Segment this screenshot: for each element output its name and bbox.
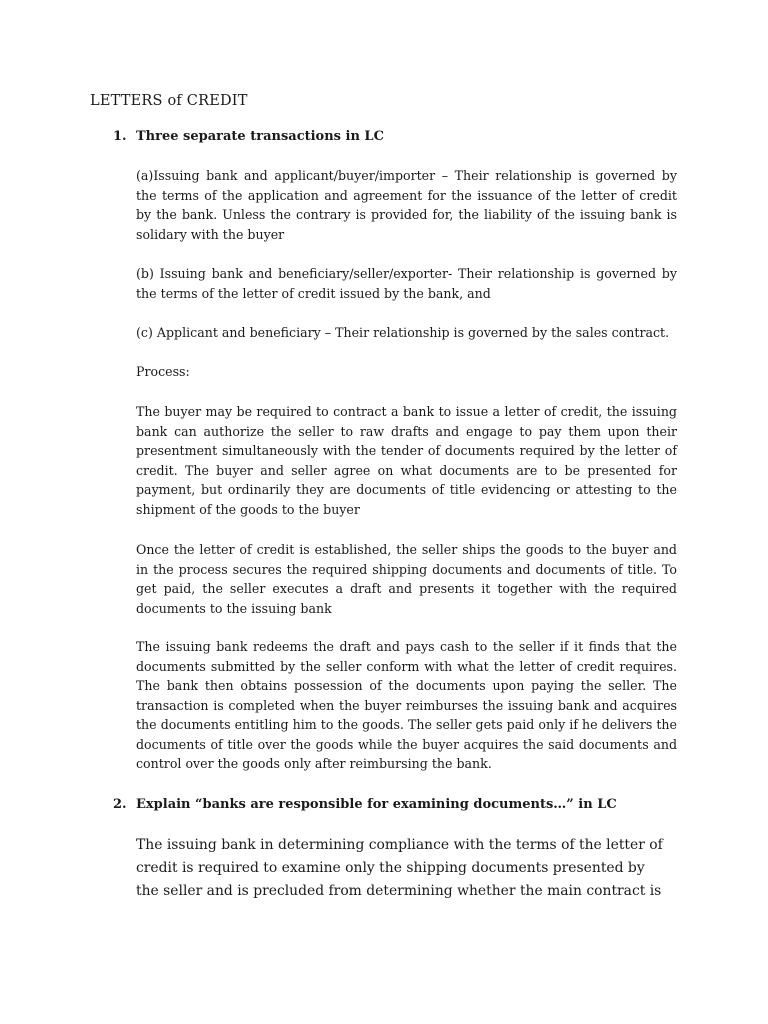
paragraph-a: (a)Issuing bank and applicant/buyer/importer – Their relationship is governed by the terms of the application and agreement for the issuance of the letter of credit by the bank. Unless the contrary is provided for, the liability of the issuing bank is solidary with the buyer xyxy=(136,168,677,242)
paragraph-c: (c) Applicant and beneficiary – Their relationship is governed by the sales contract. xyxy=(136,325,670,340)
process-label: Process: xyxy=(136,364,190,379)
section-1-number: 1. xyxy=(113,129,127,144)
process-paragraph-1: The buyer may be required to contract a bank to issue a letter of credit, the issuing bank can authorize the seller to raw drafts and engage to pay them upon their presentment simultaneously with the tender of documents required by the letter of credit. The buyer and seller agree on what documents are to be presented for payment, but ordinarily they are documents of title evidencing or attesting to the shipment of the goods to the buyer xyxy=(136,404,677,517)
section-2-number: 2. xyxy=(113,797,127,812)
section-1-heading xyxy=(113,129,384,144)
process-paragraph-2: Once the letter of credit is established, the seller ships the goods to the buyer and in the process secures the required shipping documents and documents of title. To get paid, the seller executes a draft and presents it together with the required documents to the issuing bank xyxy=(136,542,677,616)
section-2-paragraph: The issuing bank in determining compliance with the terms of the letter of credit is required to examine only the shipping documents presented by the seller and is precluded from determining whether the main contract is xyxy=(136,837,663,899)
document-title: LETTERS of CREDIT xyxy=(90,93,248,109)
process-paragraph-3: The issuing bank redeems the draft and pays cash to the seller if it finds that the documents submitted by the seller conform with what the letter of credit requires. The bank then obtains possession of the documents upon paying the seller. The transaction is completed when the buyer reimburses the issuing bank and acquires the documents entitling him to the goods. The seller gets paid only if he delivers the documents of title over the goods while the buyer acquires the said documents and control over the goods only after reimbursing the bank. xyxy=(136,639,677,771)
section-2-heading-text: Explain “banks are responsible for examining documents…” in LC xyxy=(136,797,617,812)
section-2-heading xyxy=(113,797,617,812)
paragraph-b: (b) Issuing bank and beneficiary/seller/exporter- Their relationship is governed by the terms of the letter of credit issued by the bank, and xyxy=(136,266,677,301)
section-1-heading-text: Three separate transactions in LC xyxy=(136,129,384,144)
